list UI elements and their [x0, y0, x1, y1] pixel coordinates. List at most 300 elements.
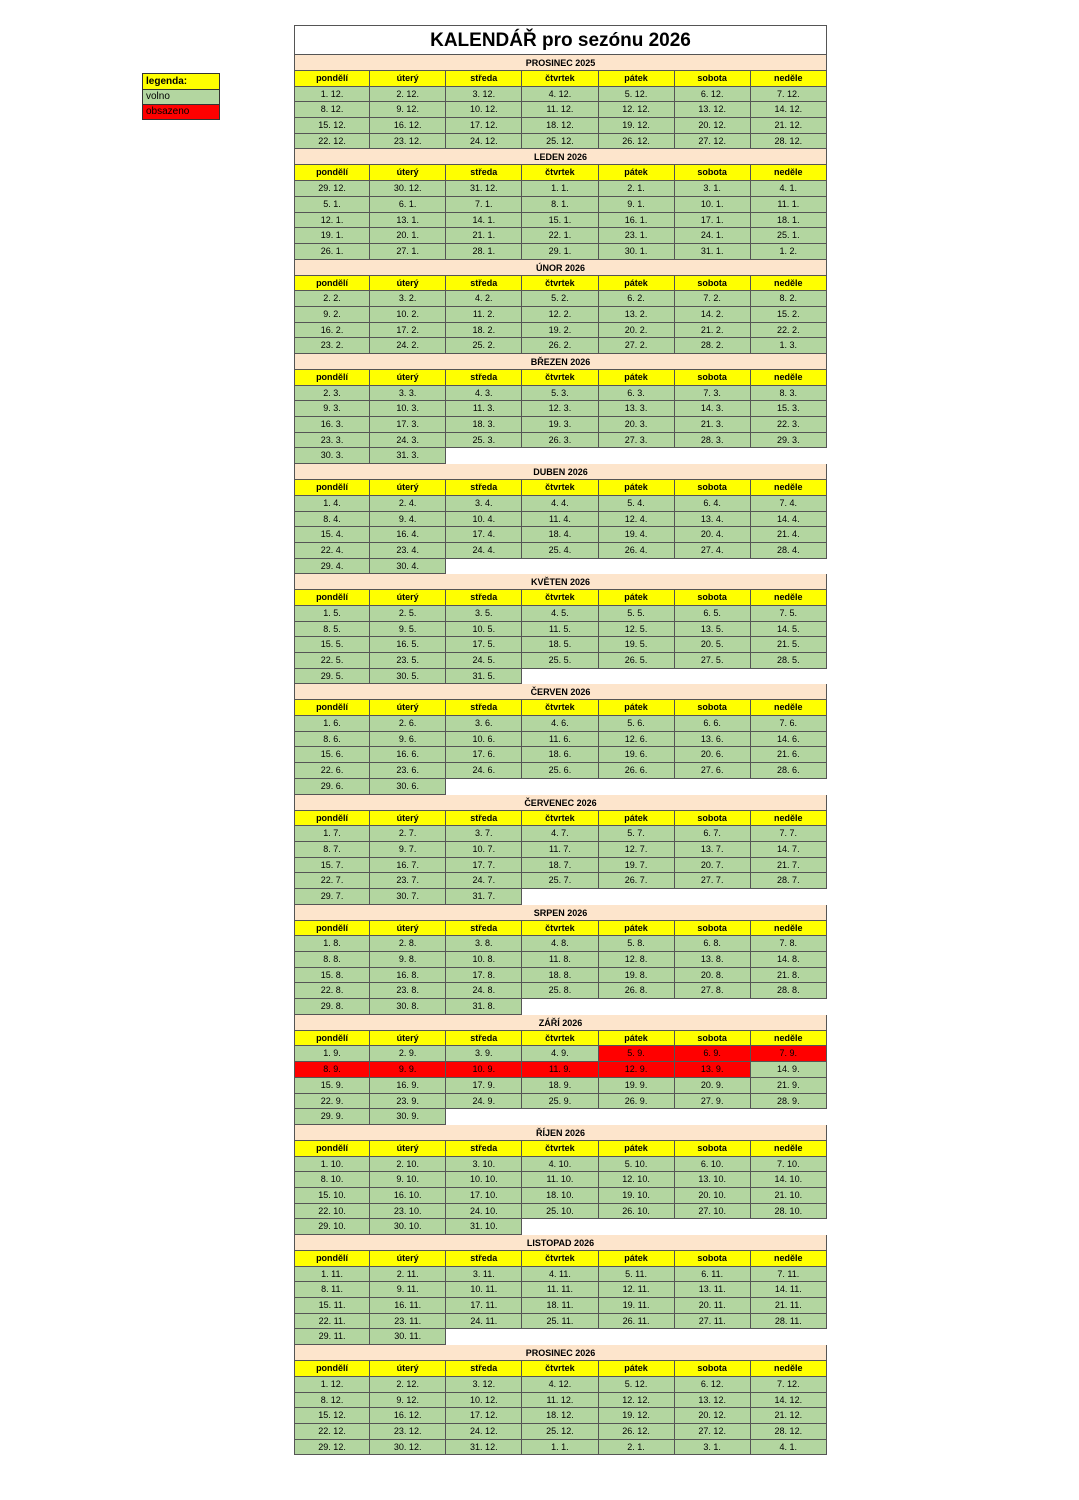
day-cell[interactable]: 15. 7.: [294, 858, 370, 874]
day-cell[interactable]: 26. 6.: [599, 763, 675, 779]
day-cell[interactable]: 25. 12.: [522, 1424, 598, 1440]
day-cell[interactable]: 5. 8.: [599, 936, 675, 952]
day-cell[interactable]: 2. 9.: [370, 1046, 446, 1062]
day-cell[interactable]: 2. 7.: [370, 826, 446, 842]
day-cell[interactable]: 5. 5.: [599, 606, 675, 622]
day-cell[interactable]: 12. 2.: [522, 307, 598, 323]
day-cell[interactable]: 11. 10.: [522, 1172, 598, 1188]
day-cell[interactable]: 3. 9.: [446, 1046, 522, 1062]
day-cell[interactable]: 11. 7.: [522, 842, 598, 858]
day-cell[interactable]: 31. 1.: [675, 244, 751, 260]
day-cell[interactable]: 22. 11.: [294, 1314, 370, 1330]
day-cell[interactable]: 3. 10.: [446, 1157, 522, 1173]
day-cell[interactable]: 27. 1.: [370, 244, 446, 260]
day-cell[interactable]: 27. 10.: [675, 1204, 751, 1220]
day-cell[interactable]: 16. 5.: [370, 637, 446, 653]
day-cell[interactable]: 12. 8.: [599, 952, 675, 968]
day-cell[interactable]: 26. 1.: [294, 244, 370, 260]
day-cell[interactable]: 6. 2.: [599, 291, 675, 307]
day-cell[interactable]: 8. 6.: [294, 732, 370, 748]
day-cell[interactable]: 29. 7.: [294, 889, 370, 905]
day-cell[interactable]: 18. 3.: [446, 417, 522, 433]
day-cell[interactable]: 6. 11.: [675, 1267, 751, 1283]
day-cell[interactable]: 3. 12.: [446, 87, 522, 103]
day-cell[interactable]: 2. 3.: [294, 386, 370, 402]
day-cell[interactable]: 5. 7.: [599, 826, 675, 842]
day-cell[interactable]: 26. 12.: [599, 134, 675, 150]
day-cell[interactable]: 30. 12.: [370, 1440, 446, 1456]
day-cell[interactable]: 22. 3.: [751, 417, 827, 433]
day-cell[interactable]: 17. 5.: [446, 637, 522, 653]
day-cell[interactable]: 23. 10.: [370, 1204, 446, 1220]
day-cell[interactable]: 1. 3.: [751, 338, 827, 354]
day-cell[interactable]: 4. 2.: [446, 291, 522, 307]
day-cell[interactable]: 20. 12.: [675, 118, 751, 134]
day-cell[interactable]: 25. 2.: [446, 338, 522, 354]
day-cell[interactable]: 27. 3.: [599, 433, 675, 449]
day-cell[interactable]: 8. 7.: [294, 842, 370, 858]
day-cell[interactable]: 12. 4.: [599, 512, 675, 528]
day-cell[interactable]: 10. 2.: [370, 307, 446, 323]
day-cell[interactable]: 15. 12.: [294, 118, 370, 134]
day-cell[interactable]: 26. 11.: [599, 1314, 675, 1330]
day-cell[interactable]: 8. 8.: [294, 952, 370, 968]
day-cell[interactable]: 27. 12.: [675, 1424, 751, 1440]
day-cell[interactable]: 3. 1.: [675, 181, 751, 197]
day-cell[interactable]: 17. 4.: [446, 527, 522, 543]
day-cell[interactable]: 17. 8.: [446, 968, 522, 984]
day-cell[interactable]: 26. 3.: [522, 433, 598, 449]
day-cell[interactable]: 11. 6.: [522, 732, 598, 748]
day-cell[interactable]: 23. 6.: [370, 763, 446, 779]
day-cell[interactable]: 1. 12.: [294, 87, 370, 103]
day-cell[interactable]: 3. 2.: [370, 291, 446, 307]
day-cell[interactable]: 9. 1.: [599, 197, 675, 213]
day-cell[interactable]: 22. 7.: [294, 873, 370, 889]
day-cell[interactable]: 2. 6.: [370, 716, 446, 732]
day-cell[interactable]: 12. 12.: [599, 102, 675, 118]
day-cell[interactable]: 5. 12.: [599, 87, 675, 103]
day-cell[interactable]: 6. 3.: [599, 386, 675, 402]
day-cell[interactable]: 15. 9.: [294, 1078, 370, 1094]
day-cell[interactable]: 7. 11.: [751, 1267, 827, 1283]
day-cell[interactable]: 10. 12.: [446, 102, 522, 118]
day-cell[interactable]: 13. 2.: [599, 307, 675, 323]
day-cell[interactable]: 22. 5.: [294, 653, 370, 669]
day-cell[interactable]: 6. 5.: [675, 606, 751, 622]
day-cell[interactable]: 17. 9.: [446, 1078, 522, 1094]
day-cell[interactable]: 17. 1.: [675, 213, 751, 229]
day-cell[interactable]: 20. 1.: [370, 228, 446, 244]
day-cell[interactable]: 21. 11.: [751, 1298, 827, 1314]
day-cell[interactable]: 21. 2.: [675, 323, 751, 339]
day-cell[interactable]: 24. 11.: [446, 1314, 522, 1330]
day-cell[interactable]: 23. 3.: [294, 433, 370, 449]
day-cell[interactable]: 14. 12.: [751, 102, 827, 118]
day-cell[interactable]: 20. 7.: [675, 858, 751, 874]
day-cell[interactable]: 28. 3.: [675, 433, 751, 449]
day-cell[interactable]: 2. 5.: [370, 606, 446, 622]
day-cell[interactable]: 4. 12.: [522, 87, 598, 103]
day-cell[interactable]: 17. 12.: [446, 118, 522, 134]
day-cell[interactable]: 3. 4.: [446, 496, 522, 512]
day-cell[interactable]: 30. 1.: [599, 244, 675, 260]
day-cell[interactable]: 27. 6.: [675, 763, 751, 779]
day-cell[interactable]: 25. 11.: [522, 1314, 598, 1330]
day-cell[interactable]: 14. 7.: [751, 842, 827, 858]
day-cell[interactable]: 7. 3.: [675, 386, 751, 402]
day-cell[interactable]: 11. 11.: [522, 1282, 598, 1298]
day-cell[interactable]: 25. 5.: [522, 653, 598, 669]
day-cell[interactable]: 28. 7.: [751, 873, 827, 889]
day-cell[interactable]: 25. 1.: [751, 228, 827, 244]
day-cell[interactable]: 13. 3.: [599, 401, 675, 417]
day-cell[interactable]: 23. 8.: [370, 983, 446, 999]
day-cell[interactable]: 14. 12.: [751, 1393, 827, 1409]
day-cell-booked[interactable]: 12. 9.: [599, 1062, 675, 1078]
day-cell[interactable]: 9. 11.: [370, 1282, 446, 1298]
day-cell[interactable]: 21. 9.: [751, 1078, 827, 1094]
day-cell[interactable]: 30. 9.: [370, 1109, 446, 1125]
day-cell[interactable]: 28. 12.: [751, 1424, 827, 1440]
day-cell[interactable]: 22. 12.: [294, 1424, 370, 1440]
day-cell[interactable]: 16. 4.: [370, 527, 446, 543]
day-cell[interactable]: 22. 8.: [294, 983, 370, 999]
day-cell[interactable]: 16. 12.: [370, 1408, 446, 1424]
day-cell[interactable]: 9. 5.: [370, 622, 446, 638]
day-cell[interactable]: 10. 8.: [446, 952, 522, 968]
day-cell[interactable]: 21. 7.: [751, 858, 827, 874]
day-cell[interactable]: 2. 10.: [370, 1157, 446, 1173]
day-cell[interactable]: 15. 3.: [751, 401, 827, 417]
day-cell[interactable]: 10. 6.: [446, 732, 522, 748]
day-cell[interactable]: 25. 3.: [446, 433, 522, 449]
day-cell[interactable]: 19. 11.: [599, 1298, 675, 1314]
day-cell[interactable]: 10. 10.: [446, 1172, 522, 1188]
day-cell[interactable]: 29. 5.: [294, 669, 370, 685]
day-cell[interactable]: 1. 1.: [522, 1440, 598, 1456]
day-cell[interactable]: 26. 4.: [599, 543, 675, 559]
day-cell[interactable]: 6. 4.: [675, 496, 751, 512]
day-cell[interactable]: 23. 4.: [370, 543, 446, 559]
day-cell[interactable]: 3. 5.: [446, 606, 522, 622]
day-cell[interactable]: 19. 4.: [599, 527, 675, 543]
day-cell[interactable]: 4. 7.: [522, 826, 598, 842]
day-cell[interactable]: 12. 5.: [599, 622, 675, 638]
day-cell[interactable]: 21. 5.: [751, 637, 827, 653]
day-cell[interactable]: 16. 1.: [599, 213, 675, 229]
day-cell[interactable]: 17. 7.: [446, 858, 522, 874]
day-cell[interactable]: 14. 8.: [751, 952, 827, 968]
day-cell[interactable]: 3. 7.: [446, 826, 522, 842]
day-cell[interactable]: 24. 12.: [446, 1424, 522, 1440]
day-cell[interactable]: 7. 5.: [751, 606, 827, 622]
day-cell[interactable]: 30. 11.: [370, 1329, 446, 1345]
day-cell[interactable]: 25. 7.: [522, 873, 598, 889]
day-cell[interactable]: 1. 4.: [294, 496, 370, 512]
day-cell[interactable]: 13. 12.: [675, 1393, 751, 1409]
day-cell[interactable]: 31. 12.: [446, 181, 522, 197]
day-cell[interactable]: 28. 9.: [751, 1094, 827, 1110]
day-cell[interactable]: 24. 12.: [446, 134, 522, 150]
day-cell[interactable]: 1. 2.: [751, 244, 827, 260]
day-cell[interactable]: 1. 8.: [294, 936, 370, 952]
day-cell[interactable]: 30. 4.: [370, 559, 446, 575]
day-cell[interactable]: 6. 12.: [675, 1377, 751, 1393]
day-cell[interactable]: 12. 7.: [599, 842, 675, 858]
day-cell[interactable]: 20. 2.: [599, 323, 675, 339]
day-cell[interactable]: 9. 2.: [294, 307, 370, 323]
day-cell[interactable]: 26. 7.: [599, 873, 675, 889]
day-cell[interactable]: 20. 6.: [675, 747, 751, 763]
day-cell[interactable]: 15. 4.: [294, 527, 370, 543]
day-cell[interactable]: 21. 12.: [751, 1408, 827, 1424]
day-cell[interactable]: 14. 3.: [675, 401, 751, 417]
day-cell[interactable]: 15. 10.: [294, 1188, 370, 1204]
day-cell[interactable]: 25. 6.: [522, 763, 598, 779]
day-cell[interactable]: 5. 3.: [522, 386, 598, 402]
day-cell[interactable]: 24. 8.: [446, 983, 522, 999]
day-cell[interactable]: 21. 6.: [751, 747, 827, 763]
day-cell[interactable]: 8. 4.: [294, 512, 370, 528]
day-cell[interactable]: 1. 6.: [294, 716, 370, 732]
day-cell[interactable]: 12. 11.: [599, 1282, 675, 1298]
day-cell[interactable]: 5. 10.: [599, 1157, 675, 1173]
day-cell[interactable]: 24. 10.: [446, 1204, 522, 1220]
day-cell[interactable]: 11. 1.: [751, 197, 827, 213]
day-cell[interactable]: 13. 12.: [675, 102, 751, 118]
day-cell[interactable]: 16. 6.: [370, 747, 446, 763]
day-cell[interactable]: 16. 11.: [370, 1298, 446, 1314]
day-cell[interactable]: 10. 7.: [446, 842, 522, 858]
day-cell[interactable]: 18. 5.: [522, 637, 598, 653]
day-cell[interactable]: 1. 7.: [294, 826, 370, 842]
day-cell[interactable]: 19. 6.: [599, 747, 675, 763]
day-cell[interactable]: 4. 5.: [522, 606, 598, 622]
day-cell[interactable]: 27. 12.: [675, 134, 751, 150]
day-cell[interactable]: 20. 11.: [675, 1298, 751, 1314]
day-cell[interactable]: 1. 1.: [522, 181, 598, 197]
day-cell[interactable]: 16. 2.: [294, 323, 370, 339]
day-cell[interactable]: 19. 12.: [599, 118, 675, 134]
day-cell[interactable]: 13. 5.: [675, 622, 751, 638]
day-cell[interactable]: 29. 8.: [294, 999, 370, 1015]
day-cell[interactable]: 6. 7.: [675, 826, 751, 842]
day-cell[interactable]: 24. 3.: [370, 433, 446, 449]
day-cell[interactable]: 20. 3.: [599, 417, 675, 433]
day-cell[interactable]: 25. 12.: [522, 134, 598, 150]
day-cell[interactable]: 24. 4.: [446, 543, 522, 559]
day-cell[interactable]: 5. 2.: [522, 291, 598, 307]
day-cell[interactable]: 28. 11.: [751, 1314, 827, 1330]
day-cell[interactable]: 7. 2.: [675, 291, 751, 307]
day-cell[interactable]: 9. 4.: [370, 512, 446, 528]
day-cell[interactable]: 15. 6.: [294, 747, 370, 763]
day-cell[interactable]: 27. 5.: [675, 653, 751, 669]
day-cell[interactable]: 19. 9.: [599, 1078, 675, 1094]
day-cell[interactable]: 4. 11.: [522, 1267, 598, 1283]
day-cell[interactable]: 8. 12.: [294, 1393, 370, 1409]
day-cell[interactable]: 4. 8.: [522, 936, 598, 952]
day-cell[interactable]: 29. 10.: [294, 1219, 370, 1235]
day-cell[interactable]: 27. 9.: [675, 1094, 751, 1110]
day-cell[interactable]: 22. 1.: [522, 228, 598, 244]
day-cell[interactable]: 7. 1.: [446, 197, 522, 213]
day-cell[interactable]: 28. 6.: [751, 763, 827, 779]
day-cell[interactable]: 29. 6.: [294, 779, 370, 795]
day-cell[interactable]: 8. 11.: [294, 1282, 370, 1298]
day-cell[interactable]: 13. 1.: [370, 213, 446, 229]
day-cell[interactable]: 7. 8.: [751, 936, 827, 952]
day-cell[interactable]: 31. 8.: [446, 999, 522, 1015]
day-cell[interactable]: 19. 7.: [599, 858, 675, 874]
day-cell[interactable]: 31. 3.: [370, 448, 446, 464]
day-cell[interactable]: 29. 12.: [294, 181, 370, 197]
day-cell[interactable]: 8. 10.: [294, 1172, 370, 1188]
day-cell[interactable]: 1. 9.: [294, 1046, 370, 1062]
day-cell[interactable]: 18. 12.: [522, 1408, 598, 1424]
day-cell[interactable]: 3. 6.: [446, 716, 522, 732]
day-cell-booked[interactable]: 7. 9.: [751, 1046, 827, 1062]
day-cell[interactable]: 15. 12.: [294, 1408, 370, 1424]
day-cell[interactable]: 28. 2.: [675, 338, 751, 354]
day-cell[interactable]: 26. 10.: [599, 1204, 675, 1220]
day-cell[interactable]: 2. 11.: [370, 1267, 446, 1283]
day-cell[interactable]: 10. 3.: [370, 401, 446, 417]
day-cell[interactable]: 15. 5.: [294, 637, 370, 653]
day-cell[interactable]: 18. 9.: [522, 1078, 598, 1094]
day-cell[interactable]: 22. 10.: [294, 1204, 370, 1220]
day-cell[interactable]: 12. 3.: [522, 401, 598, 417]
day-cell-booked[interactable]: 11. 9.: [522, 1062, 598, 1078]
day-cell[interactable]: 2. 1.: [599, 1440, 675, 1456]
day-cell[interactable]: 26. 5.: [599, 653, 675, 669]
day-cell[interactable]: 8. 3.: [751, 386, 827, 402]
day-cell[interactable]: 5. 6.: [599, 716, 675, 732]
day-cell[interactable]: 20. 4.: [675, 527, 751, 543]
day-cell[interactable]: 10. 11.: [446, 1282, 522, 1298]
day-cell[interactable]: 11. 12.: [522, 1393, 598, 1409]
day-cell[interactable]: 5. 11.: [599, 1267, 675, 1283]
day-cell[interactable]: 17. 3.: [370, 417, 446, 433]
day-cell[interactable]: 14. 6.: [751, 732, 827, 748]
day-cell-booked[interactable]: 10. 9.: [446, 1062, 522, 1078]
day-cell[interactable]: 4. 6.: [522, 716, 598, 732]
day-cell[interactable]: 18. 7.: [522, 858, 598, 874]
day-cell[interactable]: 31. 10.: [446, 1219, 522, 1235]
day-cell[interactable]: 13. 4.: [675, 512, 751, 528]
day-cell[interactable]: 28. 10.: [751, 1204, 827, 1220]
day-cell[interactable]: 27. 2.: [599, 338, 675, 354]
day-cell[interactable]: 13. 8.: [675, 952, 751, 968]
day-cell[interactable]: 14. 11.: [751, 1282, 827, 1298]
day-cell[interactable]: 14. 4.: [751, 512, 827, 528]
day-cell[interactable]: 11. 12.: [522, 102, 598, 118]
day-cell[interactable]: 23. 12.: [370, 134, 446, 150]
day-cell[interactable]: 27. 11.: [675, 1314, 751, 1330]
day-cell[interactable]: 27. 7.: [675, 873, 751, 889]
day-cell[interactable]: 4. 4.: [522, 496, 598, 512]
day-cell[interactable]: 19. 2.: [522, 323, 598, 339]
day-cell[interactable]: 23. 9.: [370, 1094, 446, 1110]
day-cell[interactable]: 16. 10.: [370, 1188, 446, 1204]
day-cell[interactable]: 19. 3.: [522, 417, 598, 433]
day-cell[interactable]: 20. 10.: [675, 1188, 751, 1204]
day-cell[interactable]: 23. 1.: [599, 228, 675, 244]
day-cell[interactable]: 19. 1.: [294, 228, 370, 244]
day-cell[interactable]: 11. 8.: [522, 952, 598, 968]
day-cell[interactable]: 15. 2.: [751, 307, 827, 323]
day-cell[interactable]: 1. 5.: [294, 606, 370, 622]
day-cell[interactable]: 18. 8.: [522, 968, 598, 984]
day-cell[interactable]: 29. 3.: [751, 433, 827, 449]
day-cell[interactable]: 9. 12.: [370, 1393, 446, 1409]
day-cell[interactable]: 20. 12.: [675, 1408, 751, 1424]
day-cell[interactable]: 6. 6.: [675, 716, 751, 732]
day-cell[interactable]: 9. 8.: [370, 952, 446, 968]
day-cell[interactable]: 14. 5.: [751, 622, 827, 638]
day-cell[interactable]: 17. 10.: [446, 1188, 522, 1204]
day-cell[interactable]: 30. 12.: [370, 181, 446, 197]
day-cell[interactable]: 8. 2.: [751, 291, 827, 307]
day-cell[interactable]: 6. 12.: [675, 87, 751, 103]
day-cell[interactable]: 31. 5.: [446, 669, 522, 685]
day-cell[interactable]: 14. 9.: [751, 1062, 827, 1078]
day-cell[interactable]: 15. 8.: [294, 968, 370, 984]
day-cell[interactable]: 24. 5.: [446, 653, 522, 669]
day-cell[interactable]: 9. 6.: [370, 732, 446, 748]
day-cell[interactable]: 20. 9.: [675, 1078, 751, 1094]
day-cell[interactable]: 23. 5.: [370, 653, 446, 669]
day-cell[interactable]: 22. 4.: [294, 543, 370, 559]
day-cell[interactable]: 30. 3.: [294, 448, 370, 464]
day-cell[interactable]: 8. 1.: [522, 197, 598, 213]
day-cell[interactable]: 9. 7.: [370, 842, 446, 858]
day-cell[interactable]: 1. 10.: [294, 1157, 370, 1173]
day-cell[interactable]: 18. 10.: [522, 1188, 598, 1204]
day-cell-booked[interactable]: 5. 9.: [599, 1046, 675, 1062]
day-cell[interactable]: 18. 1.: [751, 213, 827, 229]
day-cell[interactable]: 28. 5.: [751, 653, 827, 669]
day-cell[interactable]: 10. 5.: [446, 622, 522, 638]
day-cell[interactable]: 21. 10.: [751, 1188, 827, 1204]
day-cell[interactable]: 29. 4.: [294, 559, 370, 575]
day-cell[interactable]: 15. 11.: [294, 1298, 370, 1314]
day-cell[interactable]: 16. 12.: [370, 118, 446, 134]
day-cell[interactable]: 10. 1.: [675, 197, 751, 213]
day-cell[interactable]: 7. 4.: [751, 496, 827, 512]
day-cell[interactable]: 4. 3.: [446, 386, 522, 402]
day-cell[interactable]: 4. 1.: [751, 1440, 827, 1456]
day-cell[interactable]: 10. 4.: [446, 512, 522, 528]
day-cell[interactable]: 7. 12.: [751, 1377, 827, 1393]
day-cell[interactable]: 4. 12.: [522, 1377, 598, 1393]
day-cell[interactable]: 8. 5.: [294, 622, 370, 638]
day-cell[interactable]: 21. 8.: [751, 968, 827, 984]
day-cell[interactable]: 18. 6.: [522, 747, 598, 763]
day-cell[interactable]: 29. 1.: [522, 244, 598, 260]
day-cell[interactable]: 10. 12.: [446, 1393, 522, 1409]
day-cell[interactable]: 14. 10.: [751, 1172, 827, 1188]
day-cell[interactable]: 26. 12.: [599, 1424, 675, 1440]
day-cell[interactable]: 19. 12.: [599, 1408, 675, 1424]
day-cell[interactable]: 2. 1.: [599, 181, 675, 197]
day-cell[interactable]: 23. 2.: [294, 338, 370, 354]
day-cell[interactable]: 19. 8.: [599, 968, 675, 984]
day-cell[interactable]: 24. 1.: [675, 228, 751, 244]
day-cell[interactable]: 6. 10.: [675, 1157, 751, 1173]
day-cell[interactable]: 25. 8.: [522, 983, 598, 999]
